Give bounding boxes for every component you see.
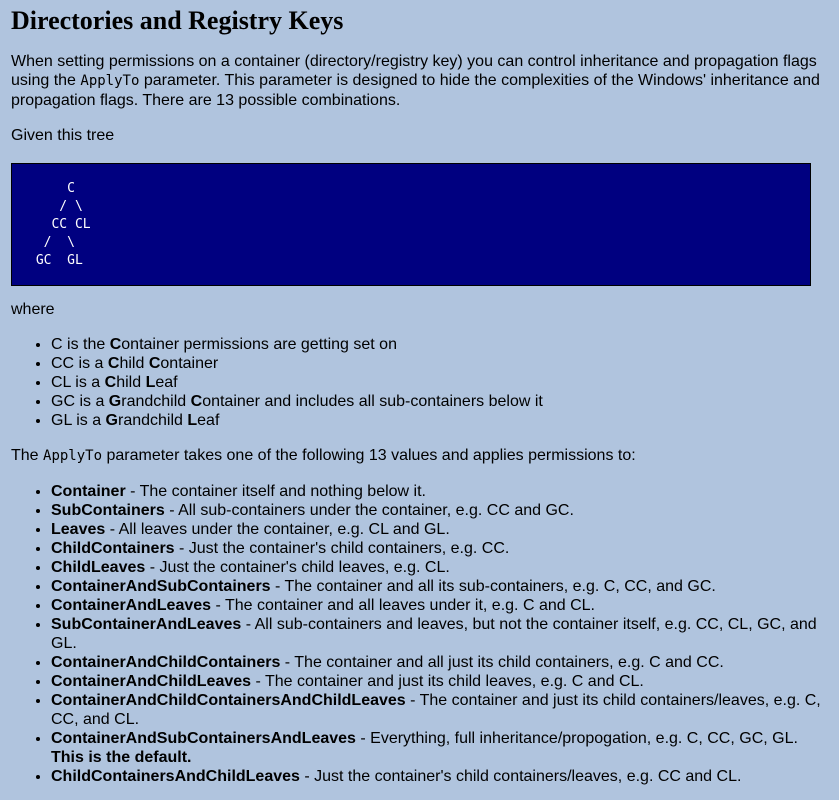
definition-connector: is the (62, 336, 110, 353)
applyto-code: ApplyTo (80, 73, 140, 89)
applyto-value-desc: - All sub-containers and leaves, but not the container itself, e.g. CC, CL, GC, and GL. (51, 616, 817, 652)
applyto-value-name: ContainerAndSubContainers (51, 578, 271, 595)
values-intro-text-1: The (11, 447, 44, 464)
applyto-value-item (51, 691, 828, 729)
definition-initial: C (107, 355, 120, 372)
applyto-value-item (51, 615, 828, 653)
applyto-value-desc: - Just the container's child containers, e.g. CC. (174, 540, 510, 557)
applyto-value-name: SubContainers (51, 502, 165, 519)
applyto-value-name: Container (51, 483, 126, 500)
definition-connector: is a (71, 412, 106, 429)
applyto-value-item (51, 767, 828, 786)
definition-abbr: CL (51, 374, 71, 391)
definition-connector: is a (75, 393, 109, 410)
applyto-value-item (51, 520, 828, 539)
applyto-values-list (11, 482, 828, 786)
applyto-value-name: ContainerAndSubContainersAndLeaves (51, 730, 356, 747)
definition-rest: eaf (155, 374, 178, 391)
definition-item (51, 373, 828, 392)
definition-rest: randchild (121, 393, 191, 410)
definition-item (51, 392, 828, 411)
definition-initial: L (145, 374, 156, 391)
applyto-value-item (51, 558, 828, 577)
document-page (0, 6, 839, 786)
applyto-value-name: ChildContainersAndChildLeaves (51, 768, 300, 785)
applyto-value-name: Leaves (51, 521, 106, 538)
definition-initial: C (190, 393, 203, 410)
applyto-value-desc: - The container and just its child containers/leaves, e.g. C, CC, and CL. (51, 692, 821, 728)
applyto-value-desc: - The container itself and nothing below it. (125, 483, 426, 500)
values-intro-paragraph (11, 446, 828, 466)
applyto-value-item (51, 501, 828, 520)
definition-abbr: GC (51, 393, 75, 410)
definition-connector: is a (74, 355, 108, 372)
definition-initial: C (104, 374, 117, 391)
applyto-value-desc: - Just the container's child leaves, e.g. CL. (145, 559, 450, 576)
definition-abbr: C (51, 336, 63, 353)
tree-diagram: C / \ CC CL / \ GC GL (11, 163, 811, 286)
applyto-value-item (51, 653, 828, 672)
applyto-code: ApplyTo (43, 448, 103, 464)
definition-rest: ontainer permissions are getting set on (121, 336, 397, 353)
definition-initial: C (148, 355, 161, 372)
definition-rest: hild (119, 355, 149, 372)
definition-rest: ontainer and includes all sub-containers below it (202, 393, 543, 410)
definition-initial: G (108, 393, 122, 410)
definition-initial: L (187, 412, 198, 429)
applyto-value-desc: - The container and just its child leaves, e.g. C and CL. (251, 673, 644, 690)
definition-rest: hild (116, 374, 146, 391)
applyto-value-name: ChildContainers (51, 540, 175, 557)
applyto-value-name: ContainerAndLeaves (51, 597, 212, 614)
definition-item (51, 354, 828, 373)
values-intro-text-2: parameter takes one of the following 13 values and applies permissions to: (102, 447, 636, 464)
applyto-value-item (51, 577, 828, 596)
definition-initial: G (105, 412, 118, 429)
applyto-value-desc: - All sub-containers under the container, e.g. CC and GC. (164, 502, 574, 519)
applyto-value-name: ChildLeaves (51, 559, 146, 576)
applyto-value-name: ContainerAndChildContainersAndChildLeaves (51, 692, 406, 709)
given-text: Given this tree (11, 127, 115, 144)
applyto-value-desc: - The container and all its sub-containers, e.g. C, CC, and GC. (270, 578, 716, 595)
intro-text-1: When setting permissions on a container (directory/registry key) you can control inheritance and propagation flags using the (11, 53, 817, 89)
applyto-value-item (51, 482, 828, 501)
applyto-value-name: SubContainerAndLeaves (51, 616, 242, 633)
intro-text-2: parameter. This parameter is designed to hide the complexities of the Windows' inheritance and propagation flags. There are 13 possible combinations. (11, 72, 820, 109)
definition-abbr: GL (51, 412, 72, 429)
applyto-value-item (51, 539, 828, 558)
definition-item (51, 411, 828, 430)
applyto-value-desc: - Everything, full inheritance/propogation, e.g. C, CC, GC, GL. (355, 730, 798, 747)
applyto-value-desc: - The container and all leaves under it, e.g. C and CL. (211, 597, 595, 614)
intro-paragraph (11, 52, 828, 110)
definition-abbr: CC (51, 355, 75, 372)
definition-connector: is a (70, 374, 105, 391)
applyto-value-item (51, 672, 828, 691)
definitions-list (11, 335, 828, 430)
applyto-value-desc: - Just the container's child containers/leaves, e.g. CC and CL. (299, 768, 742, 785)
applyto-value-name: ContainerAndChildLeaves (51, 673, 252, 690)
definition-initial: C (109, 336, 122, 353)
definition-rest: eaf (197, 412, 220, 429)
page-title: Directories and Registry Keys (11, 6, 344, 35)
applyto-value-desc: - The container and all just its child containers, e.g. C and CC. (280, 654, 724, 671)
where-text: where (11, 301, 55, 318)
definition-rest: randchild (118, 412, 188, 429)
default-note: This is the default. (51, 749, 192, 766)
definition-rest: ontainer (160, 355, 219, 372)
applyto-value-desc: - All leaves under the container, e.g. CL and GL. (105, 521, 450, 538)
definition-item (51, 335, 828, 354)
applyto-value-name: ContainerAndChildContainers (51, 654, 281, 671)
applyto-value-item (51, 729, 828, 767)
applyto-value-item (51, 596, 828, 615)
